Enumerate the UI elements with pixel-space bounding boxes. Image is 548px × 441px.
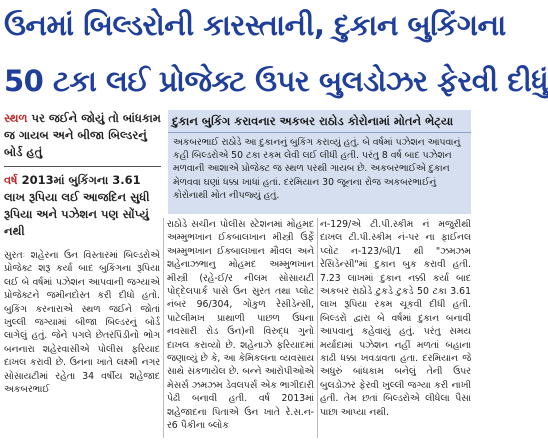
- lead-keyword: સ્થળ: [4, 111, 28, 125]
- sidebar-box: [168, 110, 471, 214]
- box-body: અકબરભાઈ રાઠોડે આ દુકાનનું બુકિંગ કરાવ્યું હતું. બે વર્ષમાં પઝેશન આપવાનું કહી બિલ્ડરોએ 50 ટકા રકમ લેવી લઈ લીધી હતી. પરંતુ 8 વર્ષ બાદ પઝેશન મળવાની આશાએ પ્રોજેક્ટ જ સ્થળ પરથી ગાયબ છે. અકબરભાઈએ દુકાન મેળવવા ઘણાં ધક્કા ખાધાં હતાં. દરમિયાન 30 જૂનના રોજ અકબરભાઈનું કોરોનાથી મોત નીપજ્યું હતું.: [173, 137, 461, 201]
- lead-column: [4, 110, 161, 240]
- article-column-2: રાઠોડે સચીન પોલીસ સ્ટેશનમાં મોહમદ અમ્મુભખાન ઈકબાલખાન મીસ્ત્રી ઉર્ફે અમ્મુભખાન ઈકબાલખાન મૌવલ અને શહેનાઝભાનુ મોહમદ અમ્મુભખાન મીસ્ત્રી (રહે-ઈ/ર નીલમ સોસાયટી પોદ્દેલપાર્ક પાસે ઉન સુરત તથા પ્લોટ નંબર 96/304, ગોકુળ રેસીડેન્સી, પાટેલીમખ પ્રાથાળી પાછળ ઉધના નવસારી રોડ ઉન)ની વિરુદ્ધ ગુનો દાખલ કરાવ્યો છે. શહેનાઝે ફરિયાદમાં જણાવ્યું છે કે, આ કેમિકલના વ્યવસાય સાથે સંકળાયેલ છે. બન્ને આરોપીઓએ મેસર્સ ઝમઝમ ડેવલપર્સ એક ભાગીદારી પેઢી બનાવી હતી. વર્ષ 2013માં શહેજાદના પિતાએ ઉન ખાતે રે.સ.ન-ર6 પૈકીના બ્લોક: [167, 219, 314, 432]
- lead2-keyword: વર્ષ: [4, 173, 18, 187]
- lead2-text: 2013માં બુકિંગના 3.61 લાખ રૂપિયા લઈ આજદિન સુધી રૂપિયા અને પઝેશન પણ સોંપ્યું નથી: [4, 173, 150, 238]
- article-column-3: ન-129/એ ટી.પી.સ્કીમ નં મજુરીથી દાખલ ટી.પી.સ્કીમ નં-પર ના ફાઈનલ પ્લોટ ન-123/બી/1 થી "ઝમઝમ રેસિડેન્સી"માં દુકાન બુક કરાવી હતી. 7.23 લાખમાં દુકાન નક્કી કર્યા બાદ અકબર રાઠોડે ટુકડે ટુકડે 50 ટકા 3.61 લાખ રૂપિયા રકમ ચૂકવી દીધી હતી. બિલ્ડરો દ્વારા બે વર્ષમાં દુકાન બનાવી આપવાનું કહેવાયું હતું. પરંતુ સમય મર્યાદામાં પઝેશન નહીં મળતાં બહાના કાઢી ધક્કા ખવડાવતા હતા. દરમિયાન જે અધુરું બાંધકામ બનેલું તેની ઉપર બુલડોઝર ફેરવી ખુલ્લી જગ્યા કરી નાખી હતી. તેમ છતાં બિલ્ડરોએ લીધેલા પૈસા પાછા આપ્યા નથી.: [320, 219, 471, 418]
- article-column-1: સુરતઃ શહેરના ઉન વિસ્તારમાં બિલ્ડરોએ પ્રોજેક્ટ શરૂ કર્યા બાદ બુકિંગના રૂપિયા લઈ બે વર્ષમાં પઝેશન આપવાની જગ્યાએ પ્રોજેક્ટને જમીનદોસ્ત કરી દીધો હતો. બુકિંગ કરનારાએ સ્થળ જઈને જોતાં ખુલ્લી જગ્યામાં બીજા બિલ્ડરનું બોર્ડ લાગેલું હતું. જેને પગલે છેતરપિંડીનો ભોગ બનનારા શહેરવાસીએ પોલીસ ફરિયાદ દાખલ કરાવી છે. ઉનના ખાતે લક્ષ્મી નગર સોસાયટીમાં રહેતા 34 વર્ષીય શહેજાદ અકબરભાઈ: [4, 250, 160, 396]
- lead-text: પર જઈને જોયું તો બાંધકામ જ ગાયબ અને બીજા બિલ્ડરનું બોર્ડ હતું: [4, 111, 161, 159]
- lead-paragraph-2: [4, 172, 161, 240]
- box-title: દુકાન બુકિંગ કરાવનાર અકબર રાઠોડ કોરોનામાં મોતને ભેટ્યા: [168, 110, 471, 133]
- column-divider: [163, 218, 164, 438]
- headline-line-2: 50 ટકા લઈ પ્રોજેક્ટ ઉપર બુલડોઝર ફેરવી દીધું: [4, 64, 548, 98]
- lead-divider: [4, 166, 161, 167]
- column-divider: [317, 218, 318, 438]
- lead-paragraph: [4, 110, 161, 161]
- headline-line-1: ઉનમાં બિલ્ડરોની કારસ્તાની, દુકાન બુકિંગના: [4, 8, 506, 42]
